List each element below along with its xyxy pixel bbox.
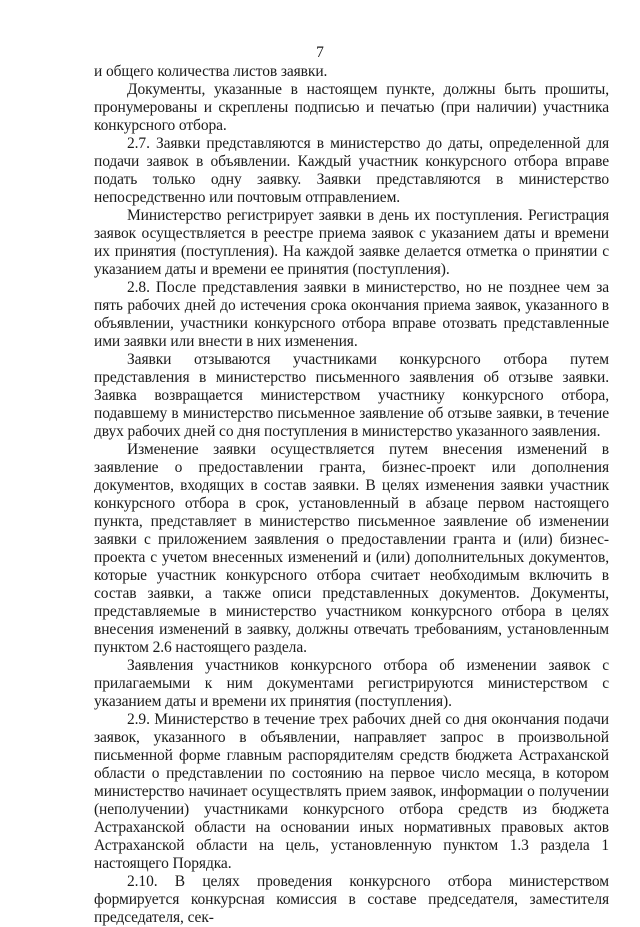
paragraph-2-7: 2.7. Заявки представляются в министерство до даты, определенной для подачи заявок в объявлении. Каждый участник конкурсного отбора вправе подать только одну заявку. Заявки представляются в министерство непосредственно или почтовым отправлением. (94, 135, 609, 206)
paragraph-withdrawal: Заявки отзываются участниками конкурсного отбора путем представления в министерство письменного заявления об отзыве заявки. Заявка возвращается министерством участнику конкурсного отбора, подавшему в министерство письменное заявление об отзыве заявки, в течение двух рабочих дней со дня поступления в министерство указанного заявления. (94, 351, 609, 440)
paragraph-2-8: 2.8. После представления заявки в министерство, но не позднее чем за пять рабочих дней до истечения срока окончания приема заявок, указанного в объявлении, участники конкурсного отбора вправе отозвать представленные ими заявки или внести в них изменения. (94, 279, 609, 350)
paragraph-modification-registration: Заявления участников конкурсного отбора об изменении заявок с прилагаемыми к ним документами регистрируются министерством с указанием даты и времени их принятия (поступления). (94, 657, 609, 710)
paragraph-2-9: 2.9. Министерство в течение трех рабочих дней со дня окончания подачи заявок, указанного в объявлении, направляет запрос в произвольной письменной форме главным распорядителям средств бюджета Астраханской области о представлении по состоянию на первое число месяца, в котором министерство начинает осуществлять прием заявок, информации о получении (неполучении) участниками конкурсного отбора средств из бюджета Астраханской области на основании иных нормативных правовых актов Астраханской области на цель, установленную пунктом 1.3 раздела 1 настоящего Порядка. (94, 711, 609, 872)
document-body (94, 63, 609, 927)
paragraph-documents-binding: Документы, указанные в настоящем пункте, должны быть прошиты, пронумерованы и скреплены подписью и печатью (при наличии) участника конкурсного отбора. (94, 81, 609, 134)
paragraph-modification: Изменение заявки осуществляется путем внесения изменений в заявление о предоставлении гранта, бизнес-проект или дополнения документов, входящих в состав заявки. В целях изменения заявки участник конкурсного отбора в срок, установленный в абзаце первом настоящего пункта, представляет в министерство письменное заявление об изменении заявки с приложением заявления о предоставлении гранта и (или) бизнес-проекта с учетом внесенных изменений и (или) дополнительных документов, которые участник конкурсного отбора считает необходимым включить в состав заявки, а также описи представленных документов. Документы, представляемые в министерство участником конкурсного отбора в целях внесения изменений в заявку, должны отвечать требованиям, установленным пунктом 2.6 настоящего раздела. (94, 441, 609, 656)
paragraph-registration: Министерство регистрирует заявки в день их поступления. Регистрация заявок осуществляется в реестре приема заявок с указанием даты и времени их принятия (поступления). На каждой заявке делается отметка о принятии с указанием даты и времени ее принятия (поступления). (94, 207, 609, 278)
paragraph-2-10: 2.10. В целях проведения конкурсного отбора министерством формируется конкурсная комиссия в составе председателя, заместителя председателя, сек- (94, 873, 609, 926)
paragraph-continuation: и общего количества листов заявки. (94, 63, 328, 80)
page-number: 7 (316, 44, 324, 61)
